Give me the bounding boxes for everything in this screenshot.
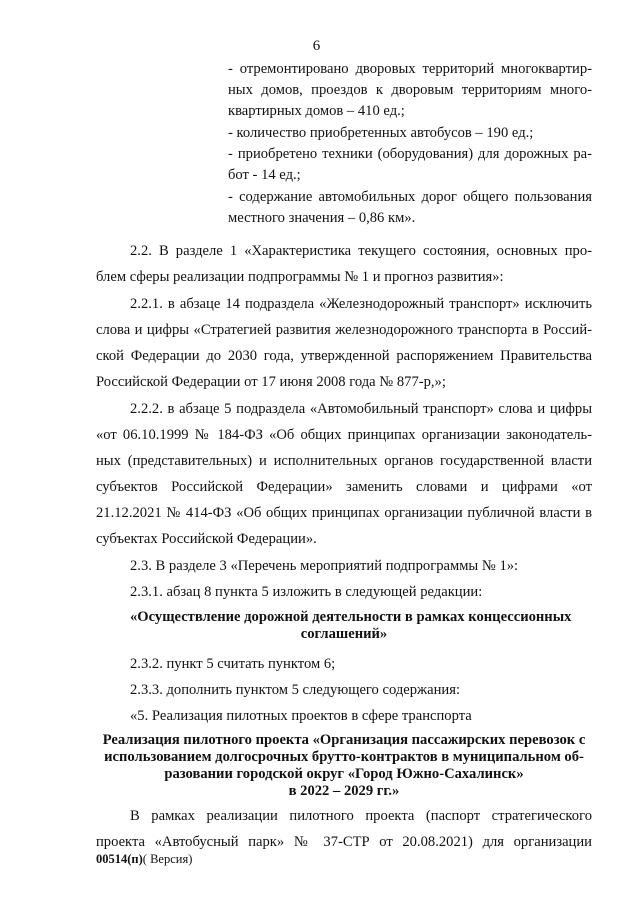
paragraph-line: ской Федерации до 2030 года, утвержденной распоряжением Правительства: [96, 348, 592, 364]
paragraph-line: 2.2.2. в абзаце 5 подраздела «Автомобильный транспорт» слова и цифры: [130, 401, 592, 417]
document-code: 00514(п): [96, 852, 143, 866]
list-line: - приобретено техники (оборудования) для дорожных ра-: [228, 146, 592, 162]
paragraph-line: слова и цифры «Стратегией развития железнодорожного транспорта в Россий-: [96, 322, 592, 338]
bold-item-line: соглашений»: [300, 626, 388, 642]
bold-item-line: «Осуществление дорожной деятельности в рамках концессионных: [130, 609, 572, 625]
section-heading-line: в 2022 – 2029 гг.»: [288, 783, 400, 799]
paragraph-line: 2.2. В разделе 1 «Характеристика текущего состояния, основных про-: [130, 243, 592, 259]
document-footer: [96, 852, 192, 867]
paragraph-line: блем сферы реализации подпрограммы № 1 и прогноз развития»:: [96, 269, 504, 285]
list-line: - количество приобретенных автобусов – 190 ед.;: [228, 125, 534, 141]
paragraph-line: 2.2.1. в абзаце 14 подраздела «Железнодорожный транспорт» исключить: [130, 296, 592, 312]
page-number: 6: [312, 38, 321, 54]
document-version: ( Версия): [142, 852, 193, 866]
paragraph-line: 21.12.2021 № 414-ФЗ «Об общих принципах организации публичной власти в: [96, 505, 592, 521]
paragraph-line: «от 06.10.1999 № 184-ФЗ «Об общих принципах организации законодатель-: [96, 427, 592, 443]
paragraph-line: Российской Федерации от 17 июня 2008 года № 877-р,»;: [96, 374, 446, 390]
list-line: ных домов, проездов к дворовым территориям много-: [228, 82, 592, 98]
paragraph-line: 2.3.3. дополнить пунктом 5 следующего содержания:: [130, 682, 461, 698]
list-line: - отремонтировано дворовых территорий многоквартир-: [228, 61, 592, 77]
paragraph-line: 2.3.1. абзац 8 пункта 5 изложить в следующей редакции:: [130, 584, 483, 600]
paragraph-line: субъектах Российской Федерации».: [96, 531, 317, 547]
list-line: - содержание автомобильных дорог общего пользования: [228, 189, 592, 205]
paragraph-line: 2.3. В разделе 3 «Перечень мероприятий подпрограммы № 1»:: [130, 558, 519, 574]
paragraph-line: В рамках реализации пилотного проекта (паспорт стратегического: [130, 808, 592, 824]
paragraph-line: проекта «Автобусный парк» № 37-СТР от 20.08.2021) для организации: [96, 834, 592, 850]
list-line: квартирных домов – 410 ед.;: [228, 103, 405, 119]
list-line: бот - 14 ед.;: [228, 167, 301, 183]
section-heading-line: использованием долгосрочных брутто-контрактов в муниципальном об-: [104, 749, 584, 765]
paragraph-line: ных (представительных) и исполнительных органов государственной власти: [96, 453, 592, 469]
paragraph-line: «5. Реализация пилотных проектов в сфере транспорта: [130, 708, 472, 724]
section-heading-line: разовании городской округ «Город Южно-Сахалинск»: [164, 766, 524, 782]
list-line: местного значения – 0,86 км».: [228, 210, 416, 226]
paragraph-line: субъектов Российской Федерации» заменить словами и цифрами «от: [96, 479, 592, 495]
paragraph-line: 2.3.2. пункт 5 считать пунктом 6;: [130, 656, 336, 672]
section-heading-line: Реализация пилотного проекта «Организация пассажирских перевозок с: [102, 732, 586, 748]
